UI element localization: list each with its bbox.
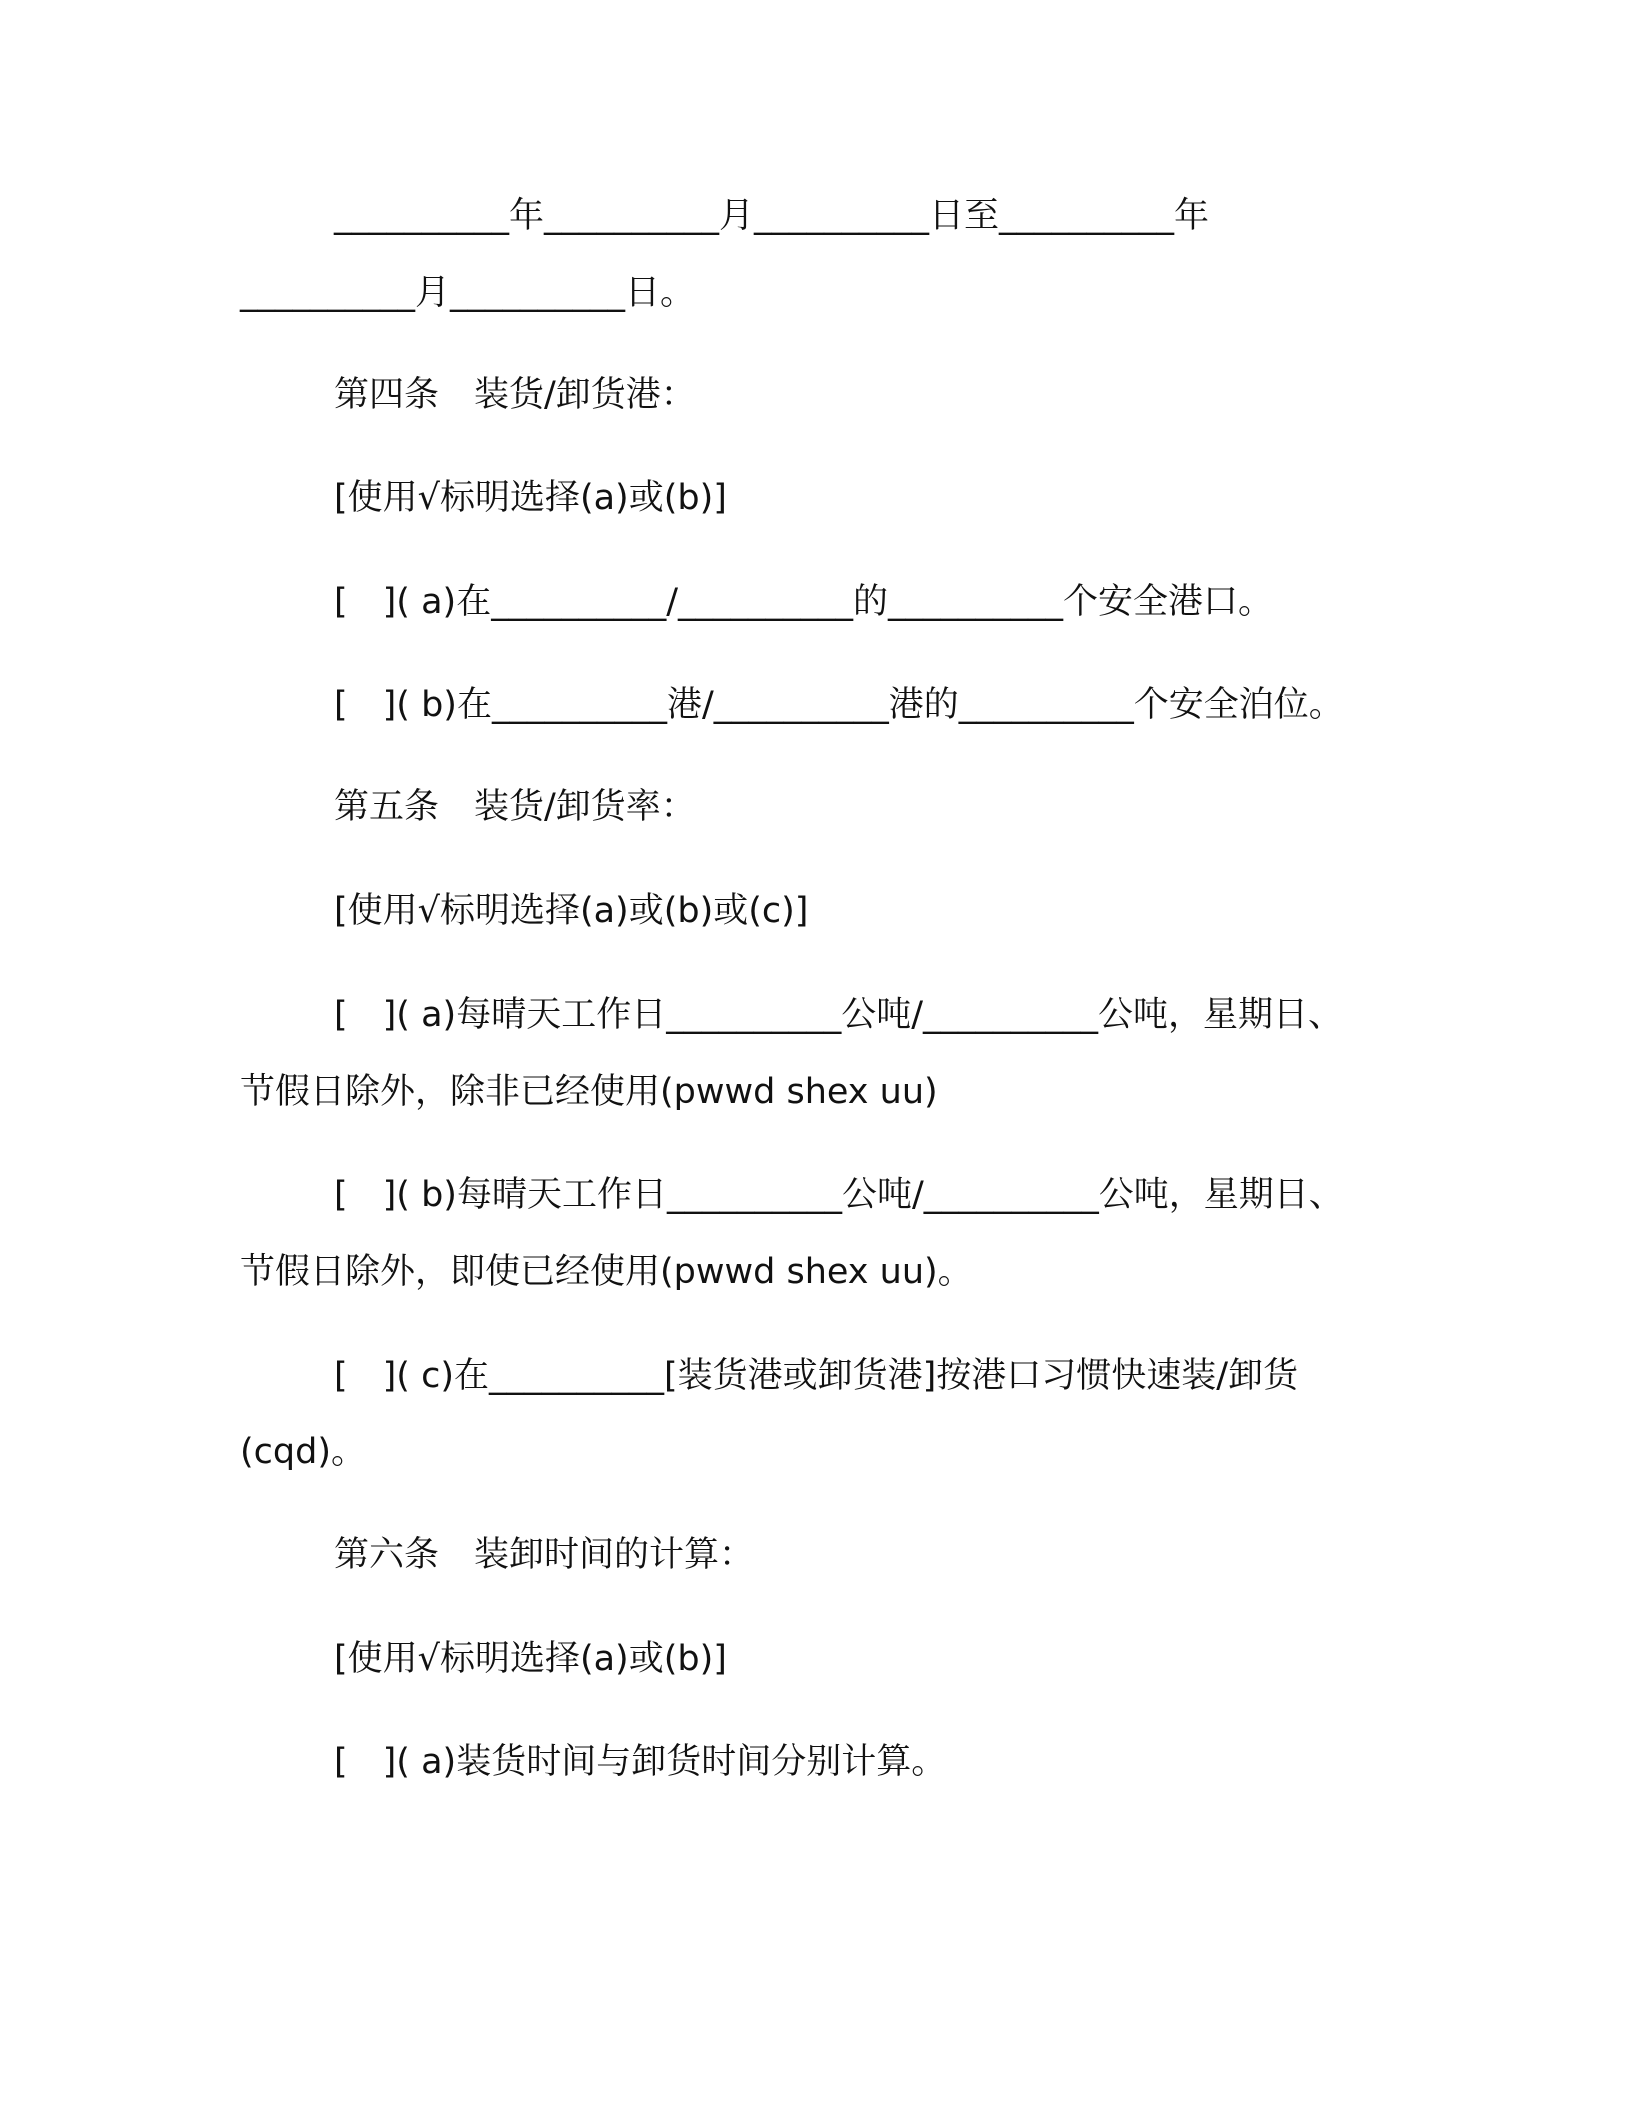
article-4-heading: 第四条 装货/卸货港：	[334, 375, 696, 415]
article-6-instruction: [使用√标明选择(a)或(b)]	[334, 1639, 727, 1679]
date-range-line-2: __________月__________日。	[240, 273, 696, 313]
article-5-heading: 第五条 装货/卸货率：	[334, 787, 696, 827]
article-4-option-b: [ ]( b)在__________港/__________港的__________个安全泊位。	[334, 685, 1344, 725]
article-4-instruction: [使用√标明选择(a)或(b)]	[334, 478, 727, 518]
article-4-option-a: [ ]( a)在__________/__________的__________个安全港口。	[334, 582, 1273, 622]
article-5-option-c-line-2: (cqd)。	[240, 1432, 366, 1472]
article-5-option-b-line-2: 节假日除外，即使已经使用(pwwd shex uu)。	[240, 1252, 973, 1292]
date-range-line-1: __________年__________月__________日至__________年	[334, 196, 1210, 236]
article-5-option-c-line-1: [ ]( c)在__________[装货港或卸货港]按港口习惯快速装/卸货	[334, 1356, 1299, 1396]
article-5-instruction: [使用√标明选择(a)或(b)或(c)]	[334, 891, 809, 931]
article-5-option-b-line-1: [ ]( b)每晴天工作日__________公吨/__________公吨，星期日、	[334, 1175, 1344, 1215]
article-6-heading: 第六条 装卸时间的计算：	[334, 1535, 755, 1575]
article-5-option-a-line-2: 节假日除外，除非已经使用(pwwd shex uu)	[240, 1072, 938, 1112]
article-6-option-a: [ ]( a)装货时间与卸货时间分别计算。	[334, 1742, 947, 1782]
article-5-option-a-line-1: [ ]( a)每晴天工作日__________公吨/__________公吨，星期日、	[334, 995, 1343, 1035]
